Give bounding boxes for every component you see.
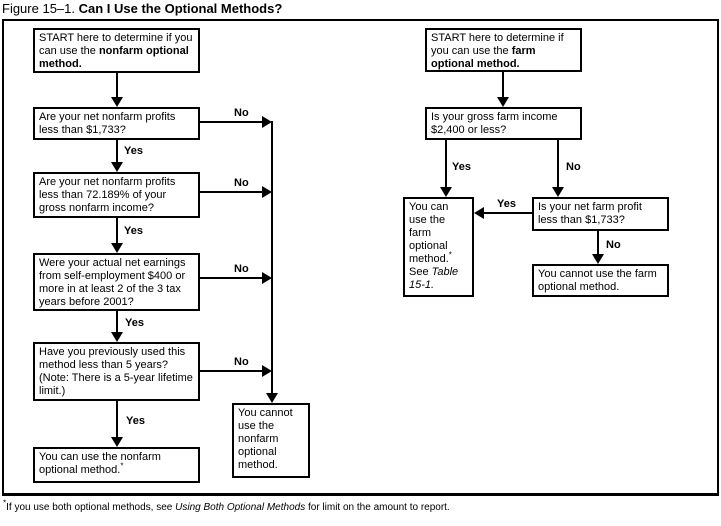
nonfarm-can-use-box (33, 447, 200, 483)
no-label: No (606, 239, 621, 251)
footnote-post-text: for limit on the amount to report. (305, 502, 450, 513)
arrow-nonfarm-yes2-line (116, 218, 118, 243)
arrow-nonfarm-yes3-line (116, 311, 118, 332)
arrow-nonfarm-collector-head (266, 393, 278, 403)
farm-can-use-text: You can use the farm optional method. (409, 201, 449, 265)
arrow-farm-profit-yes-line (484, 212, 532, 214)
no-label: No (234, 107, 249, 119)
arrow-nonfarm-no4-line (200, 370, 262, 372)
arrow-farm-yes-head (440, 187, 452, 197)
yes-label: Yes (124, 225, 143, 237)
footnote (3, 498, 450, 513)
arrow-farm-no-line (557, 140, 559, 187)
yes-label: Yes (497, 198, 516, 210)
farm-start-box (425, 28, 582, 72)
arrow-farm-profit-yes-head (474, 207, 484, 219)
farm-start-text: START here to determine if you can use the (431, 32, 564, 57)
arrow-nonfarm-collector-line (271, 121, 273, 393)
yes-label: Yes (126, 415, 145, 427)
farm-income-question-box: Is your gross farm income $2,400 or less? (425, 107, 582, 140)
arrow-nonfarm-yes4-line (116, 401, 118, 437)
no-label: No (234, 356, 249, 368)
arrow-nonfarm-yes3-head (111, 332, 123, 342)
footnote-pre-text: If you use both optional methods, see (6, 502, 176, 513)
arrow-nonfarm-start-head (111, 97, 123, 107)
arrow-farm-profit-no-line (597, 231, 599, 254)
nonfarm-can-use-text: You can use the nonfarm optional method. (39, 451, 161, 476)
nonfarm-can-use-asterisk: * (120, 461, 124, 471)
arrow-nonfarm-start-line (116, 73, 118, 97)
yes-label: Yes (124, 145, 143, 157)
footnote-asterisk: * (3, 498, 7, 508)
nonfarm-earnings-question-box: Were your actual net earnings from self-employment $400 or more in at least 2 of the 3 tax years before 2001? (33, 253, 200, 311)
nonfarm-start-text: START here to determine if you can use the (39, 32, 193, 57)
footnote-reference: Using Both Optional Methods (175, 502, 306, 513)
nonfarm-start-bold-text: nonfarm optional method. (39, 45, 189, 70)
arrow-nonfarm-yes1-head (111, 162, 123, 172)
farm-cannot-use-box: You cannot use the farm optional method. (532, 264, 669, 297)
farm-can-use-see: See (409, 266, 432, 278)
arrow-nonfarm-no1-line (200, 121, 262, 123)
arrow-farm-yes-line (445, 140, 447, 187)
farm-profit-question-box: Is your net farm profit less than $1,733? (532, 197, 669, 231)
nonfarm-profits-question-box: Are your net nonfarm profits less than $1,733? (33, 107, 200, 140)
arrow-nonfarm-no3-line (200, 277, 262, 279)
figure-title-prefix: Figure 15–1. (2, 1, 79, 16)
figure-title-main: Can I Use the Optional Methods? (78, 1, 283, 16)
arrow-farm-start-line (502, 72, 504, 97)
farm-can-use-asterisk: * (448, 250, 452, 260)
yes-label: Yes (125, 317, 144, 329)
arrow-nonfarm-no2-line (200, 191, 262, 193)
arrow-nonfarm-yes2-head (111, 243, 123, 253)
nonfarm-cannot-use-box: You cannot use the nonfarm optional method. (232, 403, 310, 478)
yes-label: Yes (452, 161, 471, 173)
farm-can-use-box (403, 197, 474, 297)
nonfarm-start-box (33, 28, 200, 73)
farm-start-bold-text: farm optional method. (431, 45, 536, 70)
arrow-farm-no-head (552, 187, 564, 197)
no-label: No (234, 263, 249, 275)
nonfarm-percent-question-box: Are your net nonfarm profits less than 72.189% of your gross nonfarm income? (33, 172, 200, 218)
figure-title (2, 1, 282, 16)
arrow-nonfarm-yes4-head (111, 437, 123, 447)
arrow-nonfarm-yes1-line (116, 140, 118, 162)
no-label: No (234, 177, 249, 189)
arrow-farm-profit-no-head (592, 254, 604, 264)
arrow-farm-start-head (497, 97, 509, 107)
farm-can-use-table-ref: Table 15-1. (409, 266, 459, 291)
nonfarm-prior-use-question-box: Have you previously used this method less than 5 years? (Note: There is a 5-year lifetime limit.) (33, 342, 200, 401)
no-label: No (566, 161, 581, 173)
